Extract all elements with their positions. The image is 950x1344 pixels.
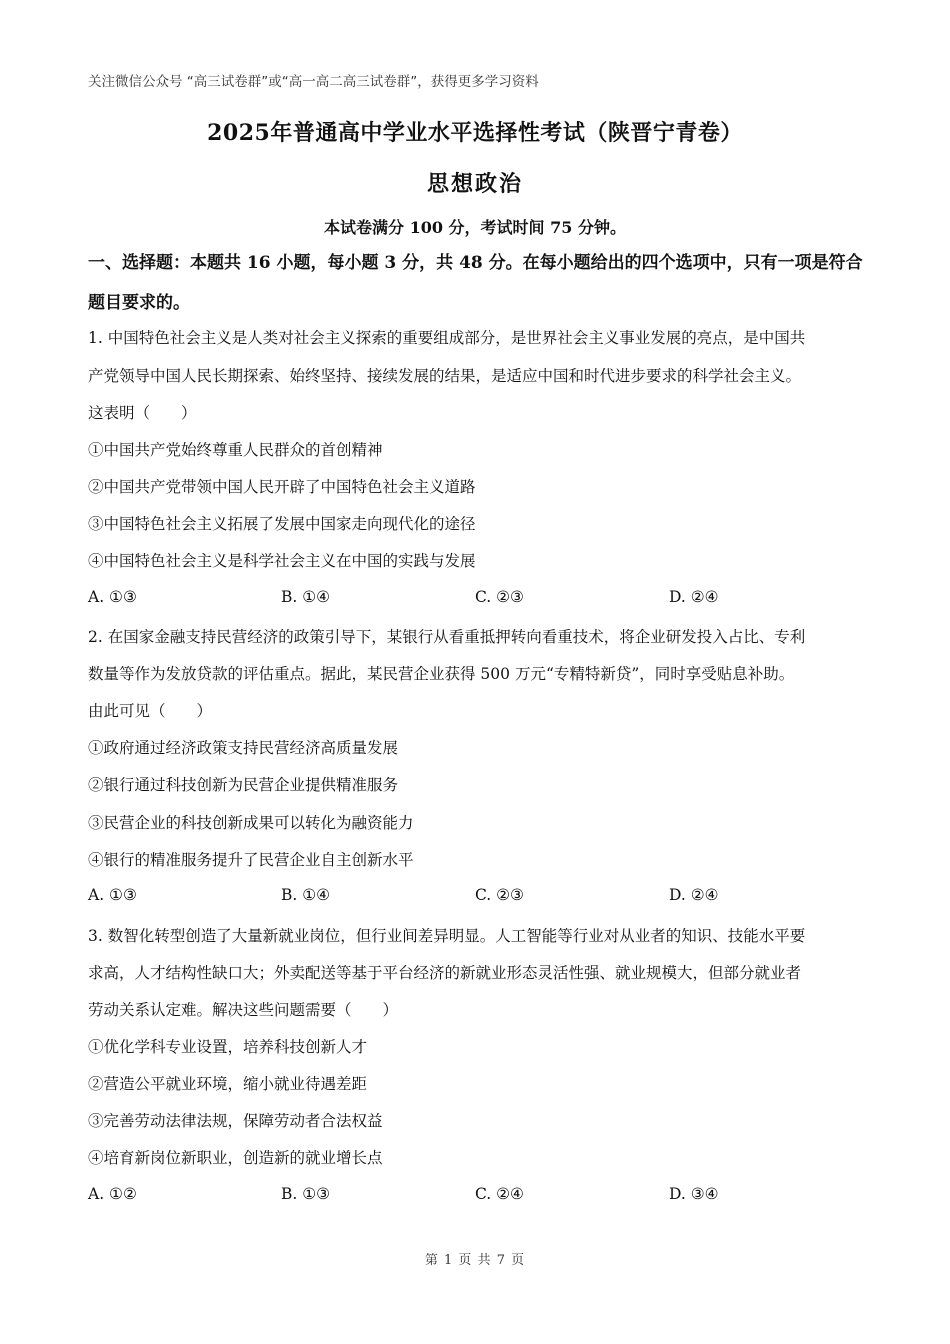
q1-statement: ④中国特色社会主义是科学社会主义在中国的实践与发展 xyxy=(88,552,476,570)
q2-option-b[interactable]: B. ①④ xyxy=(281,886,331,904)
q3-statement: ①优化学科专业设置，培养科技创新人才 xyxy=(88,1038,368,1056)
q3-statement: ④培育新岗位新职业，创造新的就业增长点 xyxy=(88,1149,383,1167)
q1-option-d[interactable]: D. ②④ xyxy=(669,588,719,606)
q3-statement: ②营造公平就业环境，缩小就业待遇差距 xyxy=(88,1075,368,1093)
q2-option-c[interactable]: C. ②③ xyxy=(475,886,524,904)
q2-stem-line: 由此可见（ ） xyxy=(88,702,213,720)
q3-option-d[interactable]: D. ③④ xyxy=(669,1185,719,1203)
q3-option-c[interactable]: C. ②④ xyxy=(475,1185,524,1203)
q2-statement: ③民营企业的科技创新成果可以转化为融资能力 xyxy=(88,814,414,832)
exam-info: 本试卷满分 100 分，考试时间 75 分钟。 xyxy=(324,218,626,237)
q1-statement: ①中国共产党始终尊重人民群众的首创精神 xyxy=(88,441,383,459)
q2-statement: ④银行的精准服务提升了民营企业自主创新水平 xyxy=(88,851,414,869)
q1-stem-line: 产党领导中国人民长期探索、始终坚持、接续发展的结果，是适应中国和时代进步要求的科学社会主义。 xyxy=(88,367,802,385)
q3-option-a[interactable]: A. ①② xyxy=(88,1185,137,1203)
header-note: 关注微信公众号 “高三试卷群”或“高一高二高三试卷群”，获得更多学习资料 xyxy=(88,74,539,90)
q3-statement: ③完善劳动法律法规，保障劳动者合法权益 xyxy=(88,1112,383,1130)
q2-option-a[interactable]: A. ①③ xyxy=(88,886,137,904)
q3-option-b[interactable]: B. ①③ xyxy=(281,1185,331,1203)
q1-statement: ③中国特色社会主义拓展了发展中国家走向现代化的途径 xyxy=(88,515,476,533)
q1-option-b[interactable]: B. ①④ xyxy=(281,588,331,606)
q1-option-a[interactable]: A. ①③ xyxy=(88,588,137,606)
q1-statement: ②中国共产党带领中国人民开辟了中国特色社会主义道路 xyxy=(88,478,476,496)
q3-stem-line: 劳动关系认定难。解决这些问题需要（ ） xyxy=(88,1001,399,1019)
subject-title: 思想政治 xyxy=(426,171,523,197)
q2-stem-line: 2. 在国家金融支持民营经济的政策引导下，某银行从看重抵押转向看重技术，将企业研发投入占比、专利 xyxy=(88,628,806,646)
page-footer: 第 1 页 共 7 页 xyxy=(424,1253,526,1268)
section-heading: 一、选择题：本题共 16 小题，每小题 3 分，共 48 分。在每小题给出的四个选项中，只有一项是符合题目要求的。 xyxy=(88,253,863,313)
q1-stem-line: 这表明（ ） xyxy=(88,404,197,422)
q1-stem-line: 1. 中国特色社会主义是人类对社会主义探索的重要组成部分，是世界社会主义事业发展的亮点，是中国共 xyxy=(88,329,806,347)
exam-title: 2025年普通高中学业水平选择性考试（陕晋宁青卷） xyxy=(207,120,743,146)
q2-statement: ①政府通过经济政策支持民营经济高质量发展 xyxy=(88,739,399,757)
q2-option-d[interactable]: D. ②④ xyxy=(669,886,719,904)
q3-stem-line: 求高，人才结构性缺口大；外卖配送等基于平台经济的新就业形态灵活性强、就业规模大，但部分就业者 xyxy=(88,964,802,982)
q3-stem-line: 3. 数智化转型创造了大量新就业岗位，但行业间差异明显。人工智能等行业对从业者的知识、技能水平要 xyxy=(88,927,806,945)
q1-option-c[interactable]: C. ②③ xyxy=(475,588,524,606)
q2-stem-line: 数量等作为发放贷款的评估重点。据此，某民营企业获得 500 万元“专精特新贷”，同时享受贴息补助。 xyxy=(88,665,795,683)
q2-statement: ②银行通过科技创新为民营企业提供精准服务 xyxy=(88,776,399,794)
